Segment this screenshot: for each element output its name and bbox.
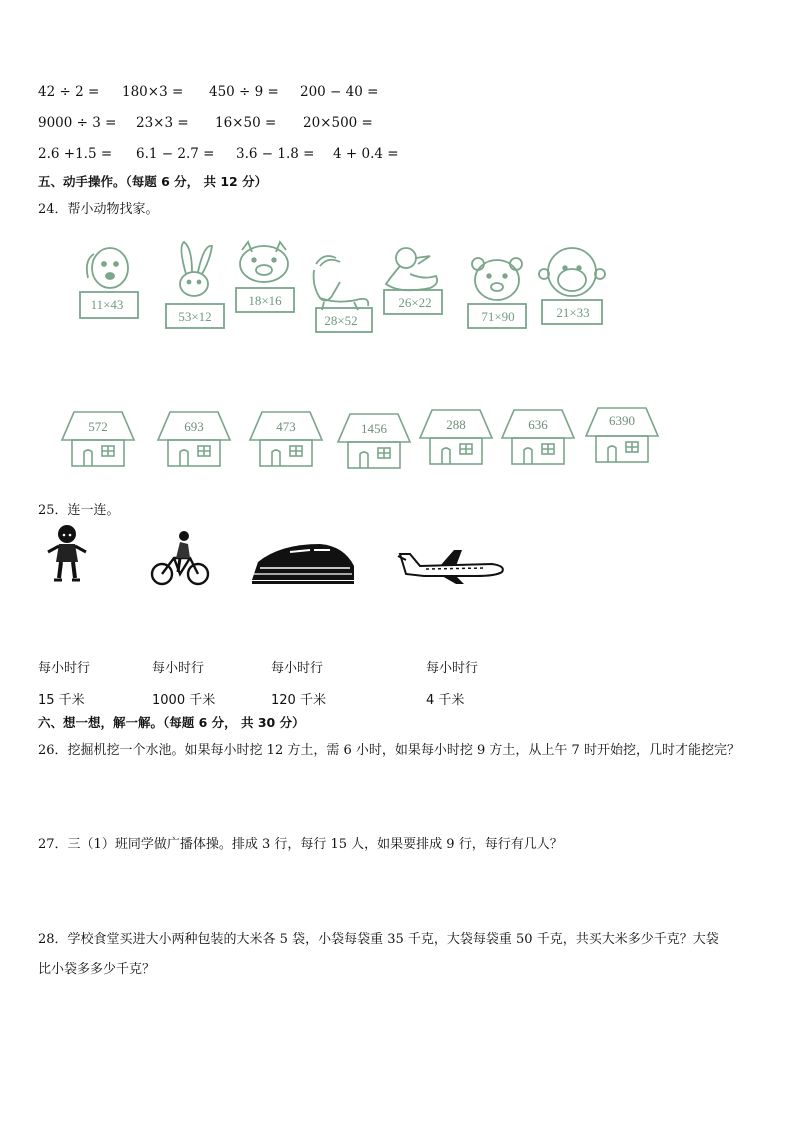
train-icon	[250, 538, 356, 586]
calc-item: 23×3 =	[136, 115, 189, 131]
q28-line2: 比小袋多多少千克？	[38, 962, 156, 977]
calc-item: 6.1 − 2.7 =	[136, 146, 215, 162]
calc-item: 16×50 =	[215, 115, 277, 131]
section6-title: 六、想一想，解一解。（每题 6 分， 共 30 分）	[38, 715, 305, 730]
q27-text: 27．三（1）班同学做广播体操。排成 3 行，每行 15 人，如果要排成 9 行，每行有几人？	[38, 837, 563, 852]
animal-label: 26×22	[398, 295, 432, 310]
calc-item: 42 ÷ 2 =	[38, 84, 100, 100]
calc-item: 200 − 40 =	[300, 84, 379, 100]
walking-person-icon	[44, 522, 90, 584]
house-icon	[584, 404, 660, 464]
speed-value: 15 千米	[38, 693, 85, 708]
calc-item: 20×500 =	[303, 115, 373, 131]
calc-item: 4 + 0.4 =	[333, 146, 399, 162]
animal-label: 11×43	[90, 297, 124, 312]
bicycle-icon	[150, 528, 210, 588]
monkey-icon	[538, 246, 608, 326]
q24-text: 24．帮小动物找家。	[38, 202, 159, 217]
house-label: 6390	[609, 413, 635, 428]
speed-value: 1000 千米	[152, 693, 216, 708]
calc-item: 3.6 − 1.8 =	[236, 146, 315, 162]
q25-text: 25．连一连。	[38, 503, 120, 518]
animal-label: 21×33	[556, 305, 590, 320]
house-label: 693	[184, 419, 204, 434]
rabbit-icon	[160, 240, 230, 330]
speed-header: 每小时行	[38, 661, 91, 676]
speed-header: 每小时行	[426, 661, 479, 676]
animal-label: 18×16	[248, 293, 282, 308]
section5-title: 五、动手操作。（每题 6 分， 共 12 分）	[38, 174, 268, 189]
house-icon	[60, 408, 136, 468]
calc-item: 2.6 +1.5 =	[38, 146, 113, 162]
house-label: 572	[88, 419, 108, 434]
house-icon	[500, 406, 576, 466]
pig-icon	[232, 240, 298, 320]
calc-item: 450 ÷ 9 =	[209, 84, 279, 100]
q28-line1: 28．学校食堂买进大小两种包装的大米各 5 袋，小袋每袋重 35 千克，大袋每袋重 50 千克，共买大米多少千克？大袋	[38, 932, 719, 947]
duck-icon	[380, 244, 450, 320]
q26-text: 26．挖掘机挖一个水池。如果每小时挖 12 方土，需 6 小时，如果每小时挖 9 方土，从上午 7 时开始挖，几时才能挖完？	[38, 743, 740, 758]
bear-icon	[466, 256, 530, 330]
airplane-icon	[396, 546, 508, 586]
house-label: 473	[276, 419, 296, 434]
speed-header: 每小时行	[271, 661, 324, 676]
house-icon	[156, 408, 232, 468]
speed-value: 4 千米	[426, 693, 465, 708]
goat-icon	[306, 252, 376, 334]
animal-label: 71×90	[481, 309, 515, 324]
house-label: 1456	[361, 421, 387, 436]
calc-item: 180×3 =	[122, 84, 184, 100]
house-label: 636	[528, 417, 548, 432]
house-icon	[336, 410, 412, 470]
speed-value: 120 千米	[271, 693, 326, 708]
house-icon	[418, 406, 494, 466]
speed-header: 每小时行	[152, 661, 205, 676]
calc-item: 9000 ÷ 3 =	[38, 115, 117, 131]
house-label: 288	[446, 417, 466, 432]
house-icon	[248, 408, 324, 468]
animal-label: 53×12	[178, 309, 212, 324]
animal-label: 28×52	[324, 313, 358, 328]
dog-icon	[72, 240, 142, 320]
